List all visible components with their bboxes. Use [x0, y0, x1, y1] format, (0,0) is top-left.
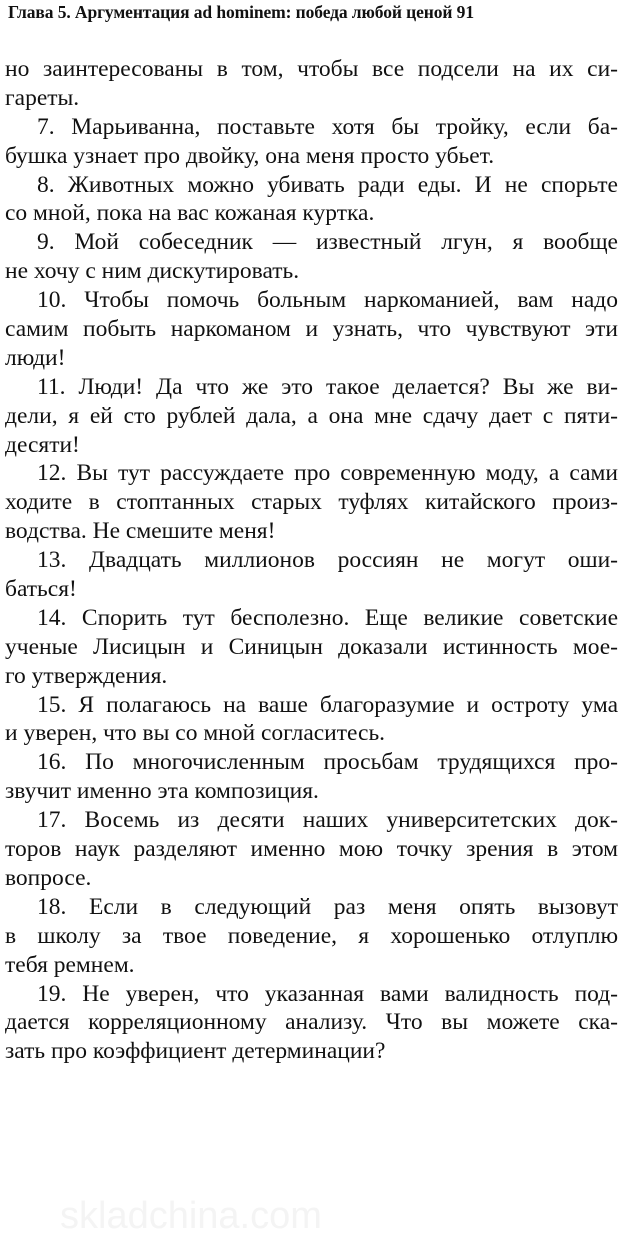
- text-line: и уверен, что вы со мной согласитесь.: [5, 720, 386, 747]
- text-line: гареты.: [5, 84, 80, 111]
- text-line: но заинтересованы в том, чтобы все подсели на их си-: [5, 56, 618, 82]
- text-line: 17. Восемь из десяти наших университетских док-: [37, 807, 618, 834]
- paragraph: [5, 546, 618, 604]
- text-line: со мной, пока на вас кожаная куртка.: [5, 200, 375, 227]
- page-body: [5, 55, 618, 1066]
- text-line: вопросе.: [5, 864, 92, 891]
- paragraph: [5, 459, 618, 546]
- paragraph: [5, 286, 618, 373]
- paragraph: [5, 55, 618, 113]
- paragraph: [5, 893, 618, 980]
- text-line: дели, я ей сто рублей дала, а она мне сдачу дает с пяти-: [5, 402, 618, 429]
- text-line: го утверждения.: [5, 662, 168, 689]
- text-line: 12. Вы тут рассуждаете про современную моду, а сами: [37, 460, 618, 487]
- paragraph: [5, 228, 618, 286]
- paragraph: [5, 171, 618, 229]
- text-line: 16. По многочисленным просьбам трудящихся про-: [37, 749, 618, 776]
- text-line: десяти!: [5, 431, 80, 458]
- paragraph: [5, 806, 618, 893]
- text-line: 9. Мой собеседник — известный лгун, я вообще: [37, 229, 618, 256]
- paragraph: [5, 373, 618, 460]
- text-line: 10. Чтобы помочь больным наркоманией, вам надо: [37, 287, 618, 314]
- text-line: 18. Если в следующий раз меня опять вызовут: [37, 893, 618, 920]
- paragraph: [5, 980, 618, 1067]
- watermark: skladchina.com: [60, 1195, 322, 1237]
- text-line: зать про коэффициент детерминации?: [5, 1038, 386, 1065]
- text-line: 8. Животных можно убивать ради еды. И не спорьте: [37, 171, 618, 198]
- text-line: самим побыть наркоманом и узнать, что чувствуют эти: [5, 316, 618, 343]
- text-line: торов наук разделяют именно мою точку зрения в этом: [5, 836, 618, 863]
- text-line: 13. Двадцать миллионов россиян не могут оши-: [37, 547, 618, 574]
- text-line: ученые Лисицын и Синицын доказали истинность мое-: [5, 633, 618, 660]
- text-line: 15. Я полагаюсь на ваше благоразумие и остроту ума: [37, 691, 618, 718]
- text-line: бушка узнает про двойку, она меня просто убьет.: [5, 142, 495, 169]
- text-line: 11. Люди! Да что же это такое делается? Вы же ви-: [37, 373, 618, 400]
- paragraph: [5, 604, 618, 691]
- text-line: водства. Не смешите меня!: [5, 518, 276, 545]
- text-line: дается корреляционному анализу. Что вы можете ска-: [5, 1009, 618, 1036]
- paragraph: [5, 113, 618, 171]
- text-line: тебя ремнем.: [5, 951, 135, 978]
- running-header: Глава 5. Аргументация ad hominem: победа любой ценой 91: [8, 2, 474, 22]
- text-line: не хочу с ним дискутировать.: [5, 258, 300, 285]
- text-line: баться!: [5, 576, 77, 603]
- paragraph: [5, 748, 618, 806]
- text-line: 19. Не уверен, что указанная вами валидность под-: [37, 980, 618, 1007]
- text-line: 14. Спорить тут бесполезно. Еще великие советские: [37, 604, 618, 631]
- text-line: 7. Марьиванна, поставьте хотя бы тройку, если ба-: [37, 113, 618, 140]
- paragraph: [5, 691, 618, 749]
- text-line: люди!: [5, 344, 66, 371]
- text-line: звучит именно эта композиция.: [5, 778, 319, 805]
- text-line: в школу за твое поведение, я хорошенько отлуплю: [5, 922, 618, 949]
- text-line: ходите в стоптанных старых туфлях китайского произ-: [5, 489, 618, 516]
